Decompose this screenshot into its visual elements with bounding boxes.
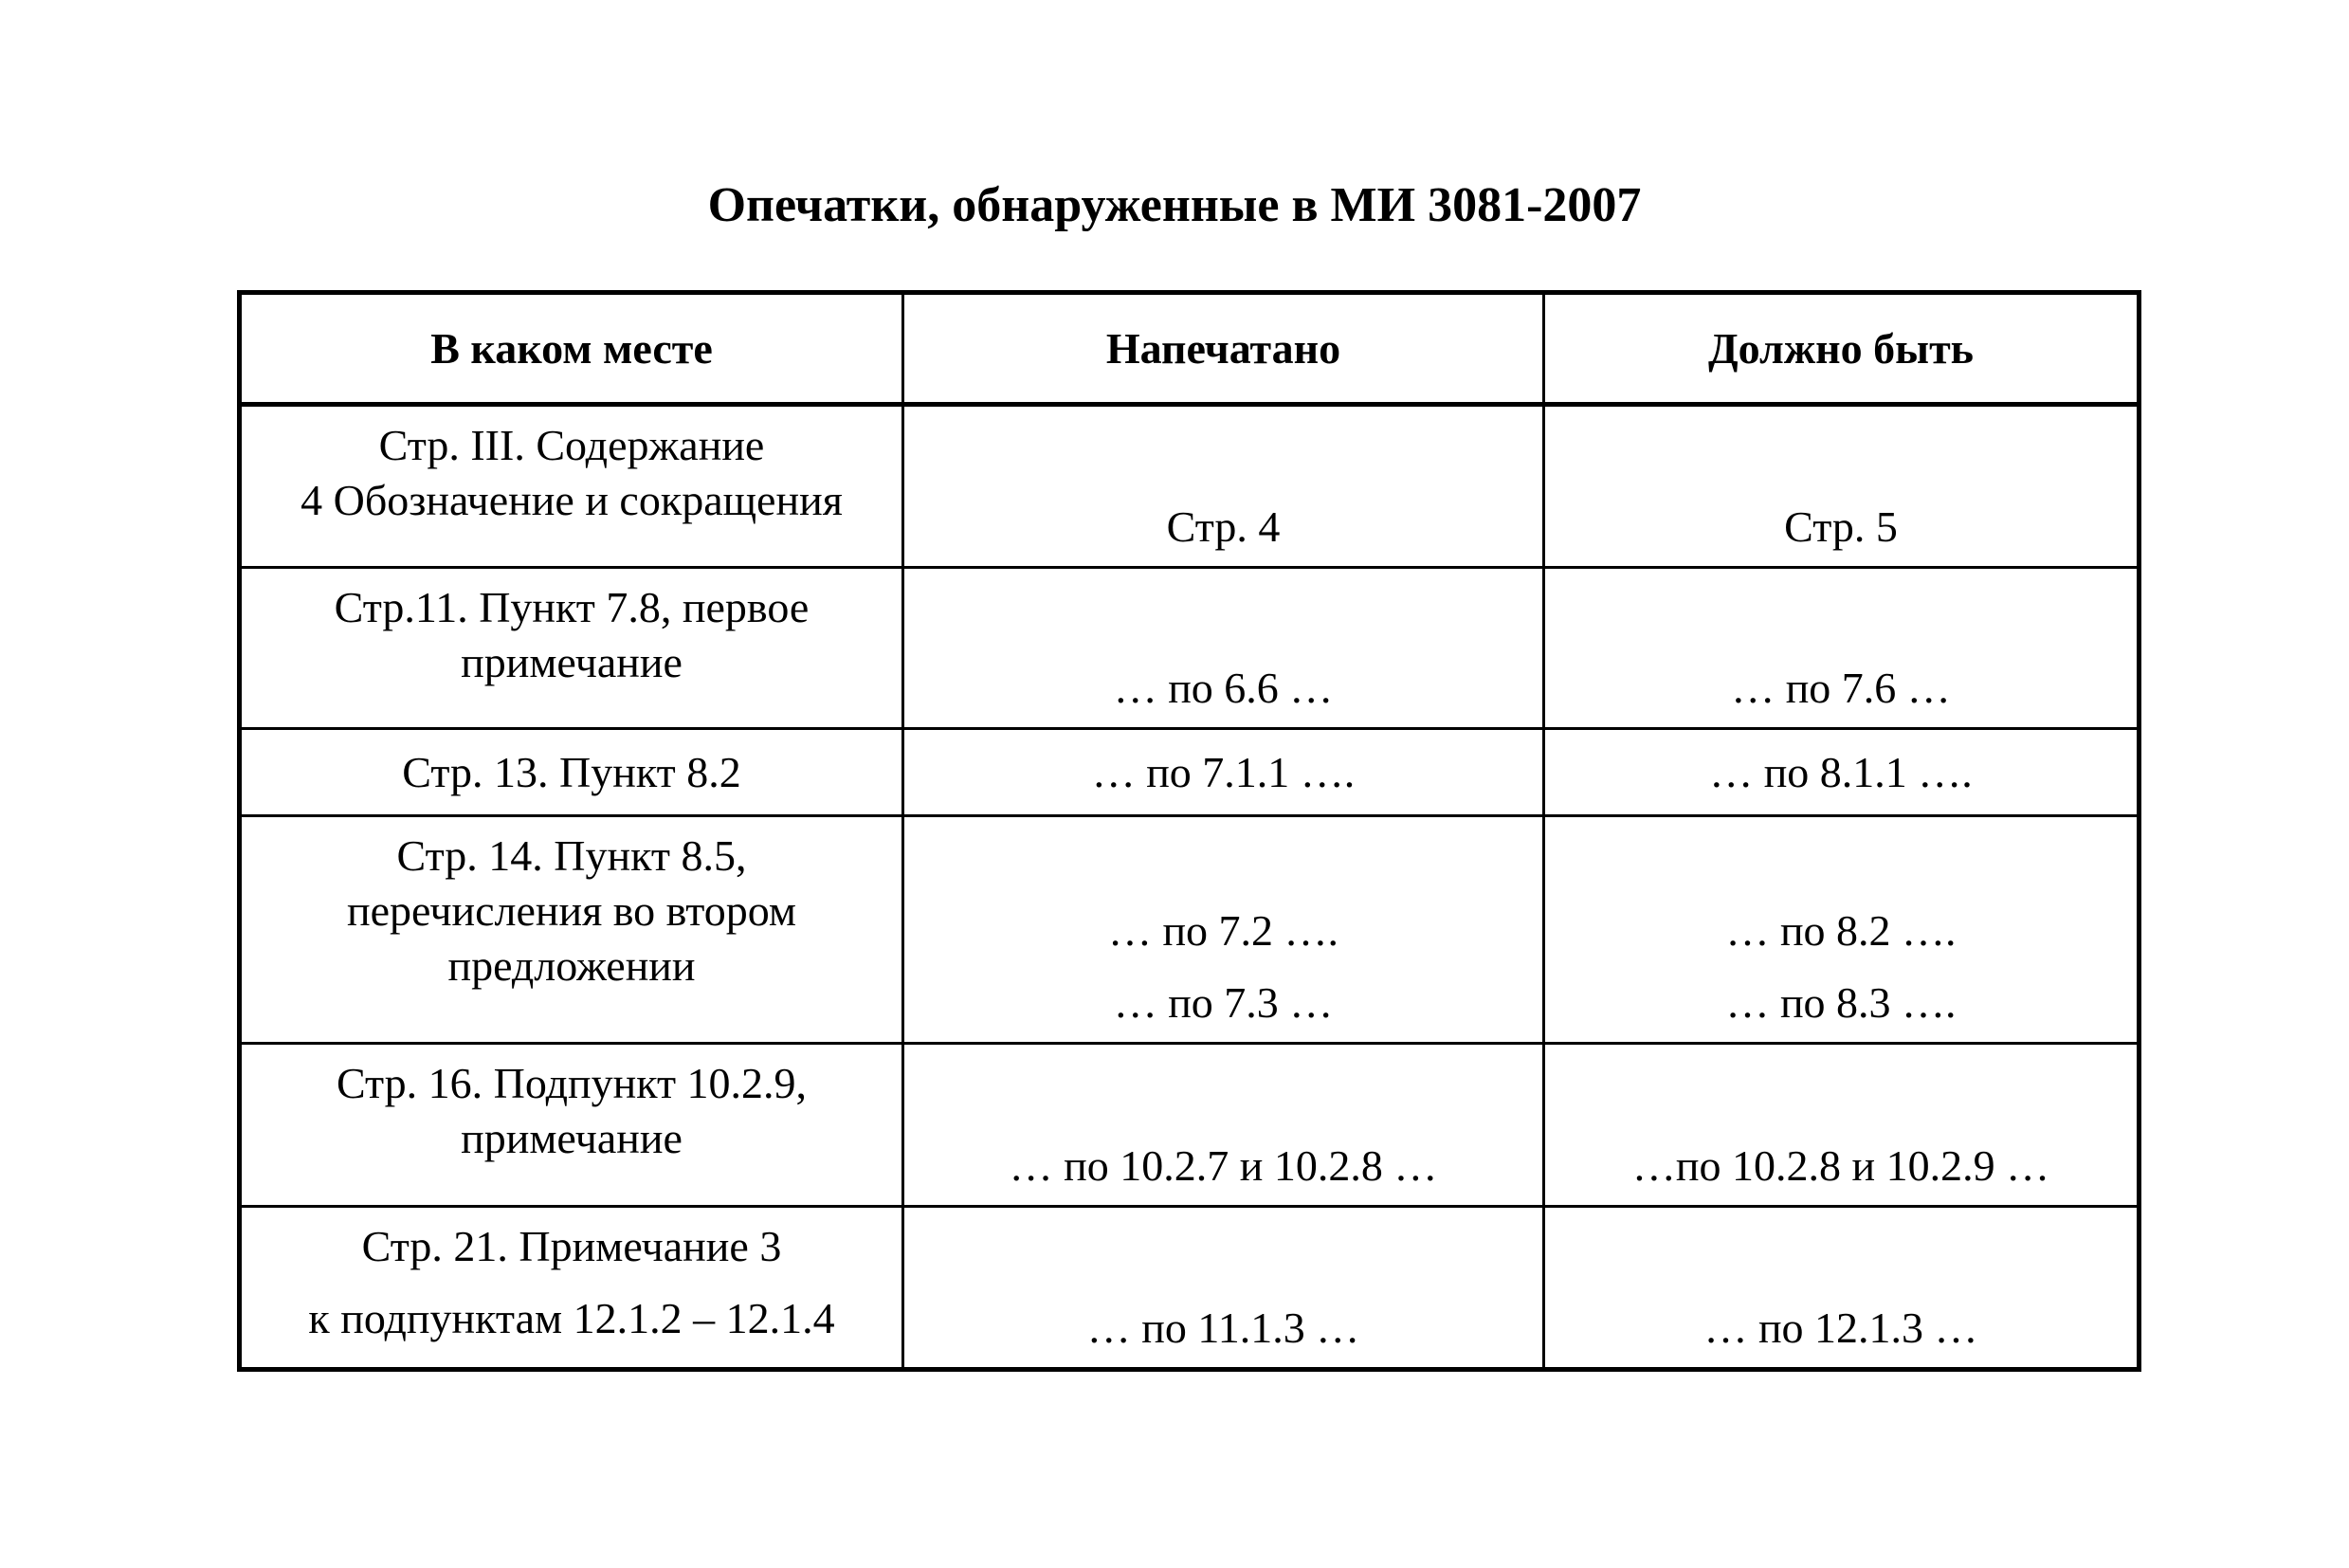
cell-printed: [903, 1207, 1544, 1370]
cell-text: … по 6.6 …: [1113, 664, 1334, 712]
cell-text: к подпунктам 12.1.2 – 12.1.4: [308, 1294, 835, 1342]
cell-place: [240, 1207, 903, 1370]
cell-text: предложении: [447, 941, 696, 990]
errata-table: [237, 290, 2141, 1372]
cell-text: Стр.11. Пункт 7.8, первое: [334, 583, 810, 631]
cell-text: … по 8.1.1 ….: [1709, 747, 1973, 796]
table-row: [240, 568, 2140, 729]
cell-text: перечисления во втором: [347, 886, 796, 935]
table-row: [240, 405, 2140, 568]
cell-text: … по 8.3 ….: [1725, 978, 1957, 1027]
cell-text: … по 10.2.7 и 10.2.8 …: [1009, 1141, 1438, 1190]
cell-text: … по 8.2 ….: [1725, 906, 1957, 955]
header-correct: Должно быть: [1544, 293, 2140, 405]
cell-text: … по 12.1.3 …: [1703, 1304, 1978, 1352]
cell-correct: [1544, 405, 2140, 568]
cell-correct: [1544, 816, 2140, 1044]
cell-correct: [1544, 1044, 2140, 1207]
cell-text: Стр. 21. Примечание 3: [361, 1222, 782, 1270]
cell-printed: [903, 729, 1544, 816]
cell-text: 4 Обозначение и сокращения: [300, 476, 843, 524]
cell-printed: [903, 568, 1544, 729]
cell-correct: [1544, 1207, 2140, 1370]
cell-text: … по 7.3 …: [1113, 978, 1334, 1027]
cell-text: Стр. III. Содержание: [378, 421, 765, 469]
cell-text: … по 7.6 …: [1731, 664, 1951, 712]
cell-text: Стр. 16. Подпункт 10.2.9,: [336, 1059, 808, 1107]
table-row: [240, 1207, 2140, 1370]
cell-text: примечание: [461, 1114, 683, 1162]
cell-correct: [1544, 568, 2140, 729]
cell-place: [240, 568, 903, 729]
cell-text: Стр. 13. Пункт 8.2: [402, 747, 741, 796]
cell-place: [240, 405, 903, 568]
table-row: [240, 816, 2140, 1044]
table-header-row: [240, 293, 2140, 405]
cell-text: Стр. 5: [1784, 502, 1898, 551]
cell-text: примечание: [461, 638, 683, 686]
cell-place: [240, 1044, 903, 1207]
cell-text: …по 10.2.8 и 10.2.9 …: [1631, 1141, 2050, 1190]
table-row: [240, 1044, 2140, 1207]
cell-printed: [903, 405, 1544, 568]
header-printed: Напечатано: [903, 293, 1544, 405]
cell-printed: [903, 1044, 1544, 1207]
header-place: В каком месте: [240, 293, 903, 405]
cell-text: Стр. 14. Пункт 8.5,: [396, 831, 747, 880]
cell-text: … по 11.1.3 …: [1086, 1304, 1360, 1352]
cell-text: … по 7.2 ….: [1107, 906, 1339, 955]
page-title: Опечатки, обнаруженные в МИ 3081-2007: [707, 178, 1642, 232]
cell-place: [240, 816, 903, 1044]
cell-correct: [1544, 729, 2140, 816]
cell-printed: [903, 816, 1544, 1044]
cell-place: [240, 729, 903, 816]
cell-text: … по 7.1.1 ….: [1091, 747, 1356, 796]
table-row: [240, 729, 2140, 816]
cell-text: Стр. 4: [1166, 502, 1281, 551]
